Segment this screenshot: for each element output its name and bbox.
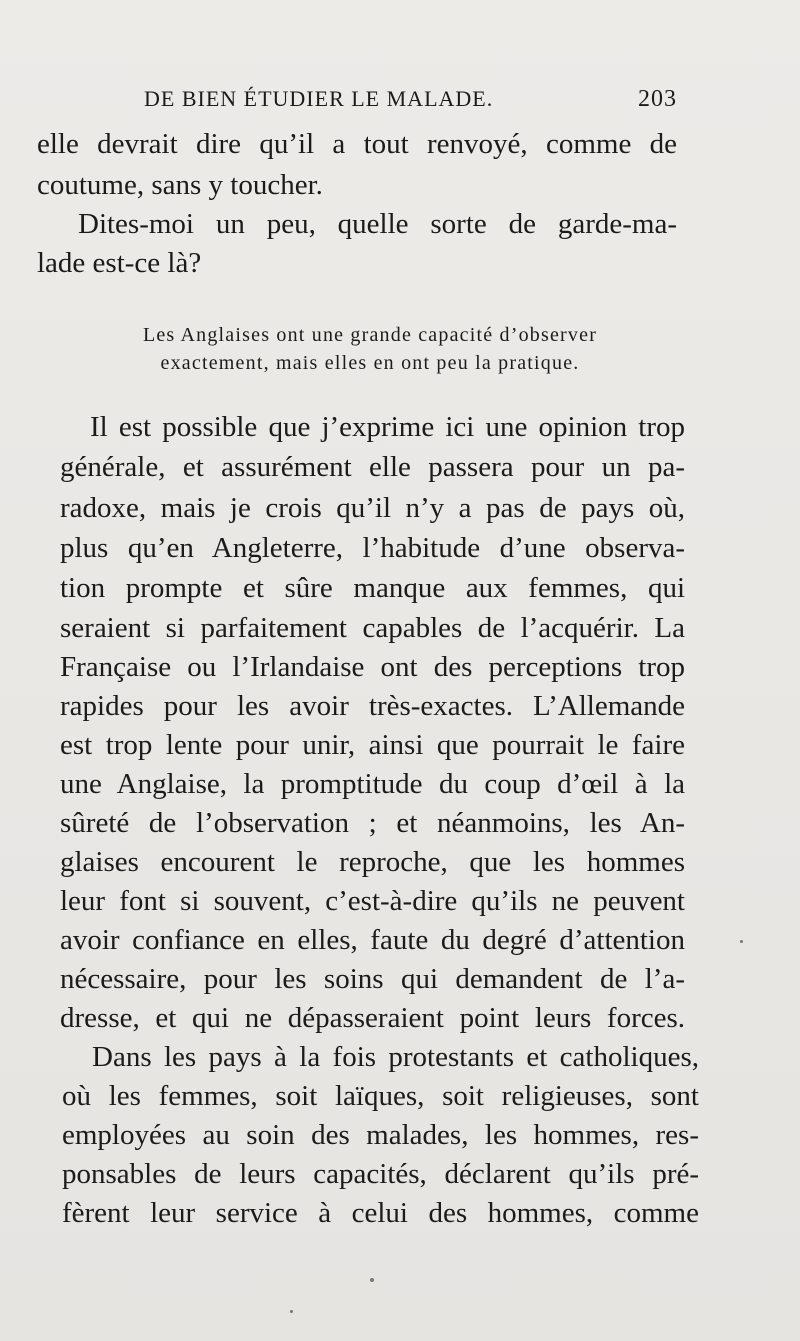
marginal-summary-line: exactement, mais elles en ont peu la pratique. bbox=[160, 352, 580, 374]
text-line: Dans les pays à la fois protestants et catholiques, bbox=[92, 1041, 699, 1073]
text-line: nécessaire, pour les soins qui demandent de l’a- bbox=[60, 963, 685, 995]
text-line: Dites-moi un peu, quelle sorte de garde-ma- bbox=[78, 208, 677, 240]
text-line: plus qu’en Angleterre, l’habitude d’une observa- bbox=[60, 532, 685, 564]
dust-speck bbox=[370, 1278, 374, 1282]
page-number: 203 bbox=[638, 86, 677, 112]
text-line: où les femmes, soit laïques, soit religieuses, sont bbox=[62, 1080, 699, 1112]
text-line: tion prompte et sûre manque aux femmes, qui bbox=[60, 572, 685, 604]
text-line: sûreté de l’observation ; et néanmoins, les An- bbox=[60, 807, 685, 839]
text-line: est trop lente pour unir, ainsi que pourrait le faire bbox=[60, 729, 685, 761]
text-line: lade est-ce là? bbox=[37, 247, 202, 279]
text-line: une Anglaise, la promptitude du coup d’œil à la bbox=[60, 768, 685, 800]
text-line: ponsables de leurs capacités, déclarent qu’ils pré- bbox=[62, 1158, 699, 1190]
text-line: Il est possible que j’exprime ici une opinion trop bbox=[90, 411, 685, 443]
text-line: radoxe, mais je crois qu’il n’y a pas de pays où, bbox=[60, 492, 685, 524]
text-line: Française ou l’Irlandaise ont des perceptions trop bbox=[60, 651, 685, 683]
dust-speck bbox=[290, 1310, 293, 1313]
text-line: glaises encourent le reproche, que les hommes bbox=[60, 846, 685, 878]
text-line: employées au soin des malades, les hommes, res- bbox=[62, 1119, 699, 1151]
running-header bbox=[144, 86, 677, 118]
text-line: rapides pour les avoir très-exactes. L’Allemande bbox=[60, 690, 685, 722]
text-line: générale, et assurément elle passera pour un pa- bbox=[60, 451, 685, 483]
text-line: leur font si souvent, c’est-à-dire qu’ils ne peuvent bbox=[60, 885, 685, 917]
marginal-summary-line: Les Anglaises ont une grande capacité d’observer bbox=[142, 324, 598, 346]
text-line: seraient si parfaitement capables de l’acquérir. La bbox=[60, 612, 685, 644]
running-title: DE BIEN ÉTUDIER LE MALADE. bbox=[144, 86, 494, 111]
text-line: coutume, sans y toucher. bbox=[37, 169, 323, 201]
text-line: avoir confiance en elles, faute du degré d’attention bbox=[60, 924, 685, 956]
text-line: dresse, et qui ne dépasseraient point leurs forces. bbox=[60, 1002, 685, 1034]
text-line: fèrent leur service à celui des hommes, comme bbox=[62, 1197, 699, 1229]
text-line: elle devrait dire qu’il a tout renvoyé, comme de bbox=[37, 128, 677, 160]
dust-speck bbox=[740, 940, 743, 943]
